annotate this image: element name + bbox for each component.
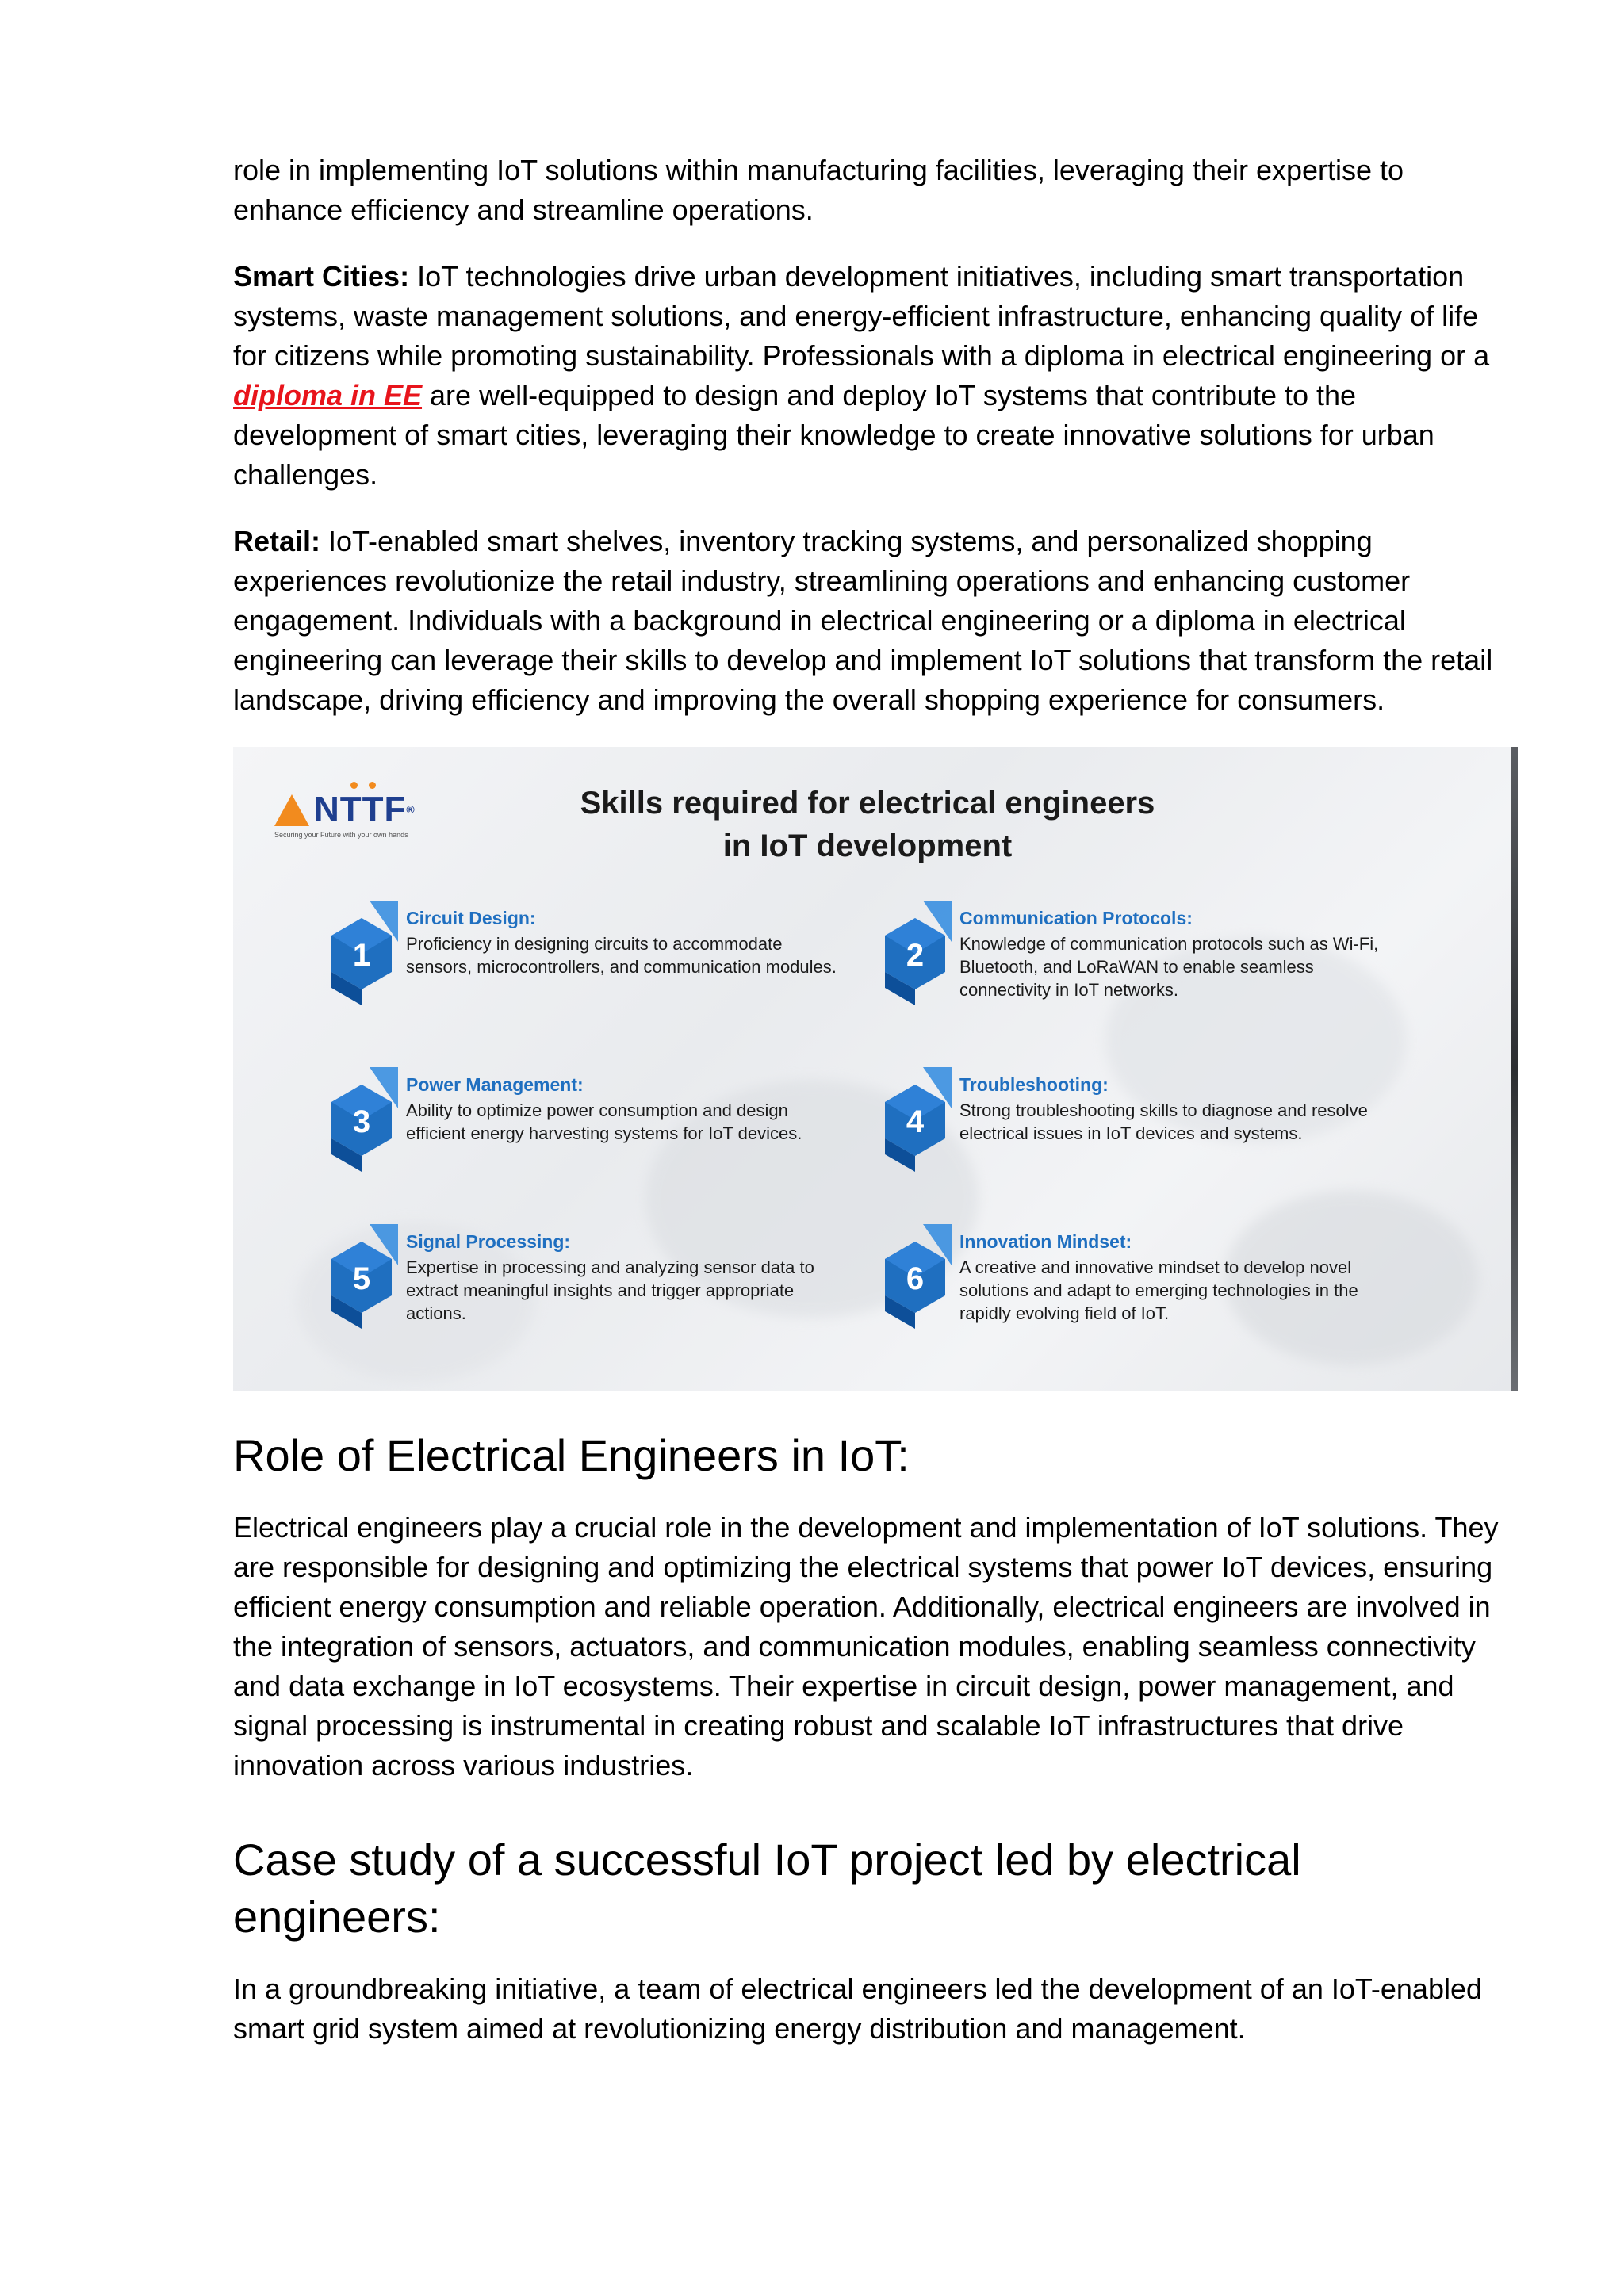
- hexagon-badge-icon: [875, 1061, 955, 1180]
- infographic-title: [471, 782, 1264, 867]
- paragraph-retail: [233, 522, 1518, 720]
- logo-wordmark: NTTF®: [314, 790, 416, 828]
- skill-item-3: [322, 1061, 893, 1180]
- skill-description: Proficiency in designing circuits to accommodate sensors, microcontrollers, and communication modules.: [406, 934, 837, 977]
- skill-number: 5: [352, 1261, 371, 1296]
- paragraph-manufacturing: role in implementing IoT solutions within manufacturing facilities, leveraging their expertise to enhance efficiency and streamline operations.: [233, 154, 1404, 226]
- skill-number: 4: [906, 1104, 925, 1139]
- skill-title: Communication Protocols:: [959, 908, 1193, 928]
- skill-number: 1: [352, 938, 371, 973]
- nttf-logo: [274, 790, 425, 839]
- skills-infographic: [233, 747, 1518, 1391]
- role-paragraph: Electrical engineers play a crucial role in the development and implementation of IoT solutions. They are responsible for designing and optimizing the electrical systems that power IoT devices, ensuring efficient energy consumption and reliable operation. Additionally, electrical engineers are involved in the integration of sensors, actuators, and communication modules, enabling seamless connectivity and data exchange in IoT ecosystems. Their expertise in circuit design, power management, and signal processing is instrumental in creating robust and scalable IoT infrastructures that drive innovation across various industries.: [233, 1511, 1499, 1781]
- retail-text: IoT-enabled smart shelves, inventory tracking systems, and personalized shopping experiences revolutionize the retail industry, streamlining operations and enhancing customer engagement. Individuals with a background in electrical engineering or a diploma in electrical engineering can leverage their skills to develop and implement IoT solutions that transform the retail landscape, driving efficiency and improving the overall shopping experience for consumers.: [233, 525, 1493, 716]
- skill-description: A creative and innovative mindset to develop novel solutions and adapt to emerging technologies in the rapidly evolving field of IoT.: [959, 1257, 1358, 1323]
- smart-cities-text-before: IoT technologies drive urban development initiatives, including smart transportation systems, waste management solutions, and energy-efficient infrastructure, enhancing quality of life for citizens while promoting sustainability. Professionals with a diploma in electrical engineering or a: [233, 260, 1490, 372]
- skill-item-4: [875, 1061, 1446, 1180]
- skill-item-2: [875, 894, 1446, 1013]
- skill-number: 3: [352, 1104, 371, 1139]
- case-study-paragraph: In a groundbreaking initiative, a team of electrical engineers led the development of an IoT-enabled smart grid system aimed at revolutionizing energy distribution and management.: [233, 1973, 1482, 2045]
- smart-cities-label: Smart Cities:: [233, 260, 410, 293]
- hexagon-badge-icon: [322, 1218, 401, 1337]
- skill-item-1: [322, 894, 893, 1013]
- hexagon-badge-icon: [875, 894, 955, 1013]
- skill-title: Signal Processing:: [406, 1231, 571, 1252]
- infographic-title-line1: Skills required for electrical engineers: [580, 786, 1155, 821]
- role-heading: Role of Electrical Engineers in IoT:: [233, 1430, 910, 1480]
- skill-title: Innovation Mindset:: [959, 1231, 1132, 1252]
- logo-dots: [350, 782, 376, 789]
- logo-tagline: Securing your Future with your own hands: [274, 831, 408, 839]
- skill-description: Knowledge of communication protocols such as Wi-Fi, Bluetooth, and LoRaWAN to enable seamless connectivity in IoT networks.: [959, 934, 1379, 1000]
- hexagon-badge-icon: [875, 1218, 955, 1337]
- skill-description: Strong troubleshooting skills to diagnose and resolve electrical issues in IoT devices and systems.: [959, 1100, 1368, 1143]
- skill-title: Power Management:: [406, 1074, 584, 1095]
- skill-number: 6: [906, 1261, 925, 1296]
- skill-item-5: [322, 1218, 893, 1337]
- hexagon-badge-icon: [322, 1061, 401, 1180]
- skill-title: Circuit Design:: [406, 908, 536, 928]
- hexagon-badge-icon: [322, 894, 401, 1013]
- skill-item-6: [875, 1218, 1446, 1337]
- paragraph-smart-cities: [233, 257, 1518, 495]
- document-page: [233, 151, 1518, 2076]
- logo-triangle-icon: [274, 794, 309, 826]
- diploma-in-ee-link[interactable]: diploma in EE: [233, 379, 423, 411]
- skill-number: 2: [906, 938, 925, 973]
- case-study-heading: Case study of a successful IoT project led by electrical engineers:: [233, 1835, 1301, 1942]
- skill-description: Ability to optimize power consumption and design efficient energy harvesting systems for IoT devices.: [406, 1100, 802, 1143]
- skill-title: Troubleshooting:: [959, 1074, 1109, 1095]
- image-edge: [1511, 747, 1518, 1391]
- infographic-title-line2: in IoT development: [722, 828, 1013, 863]
- smart-cities-text-after: are well-equipped to design and deploy IoT systems that contribute to the development of smart cities, leveraging their knowledge to create innovative solutions for urban challenges.: [233, 379, 1434, 491]
- skill-description: Expertise in processing and analyzing sensor data to extract meaningful insights and trigger appropriate actions.: [406, 1257, 814, 1323]
- retail-label: Retail:: [233, 525, 321, 557]
